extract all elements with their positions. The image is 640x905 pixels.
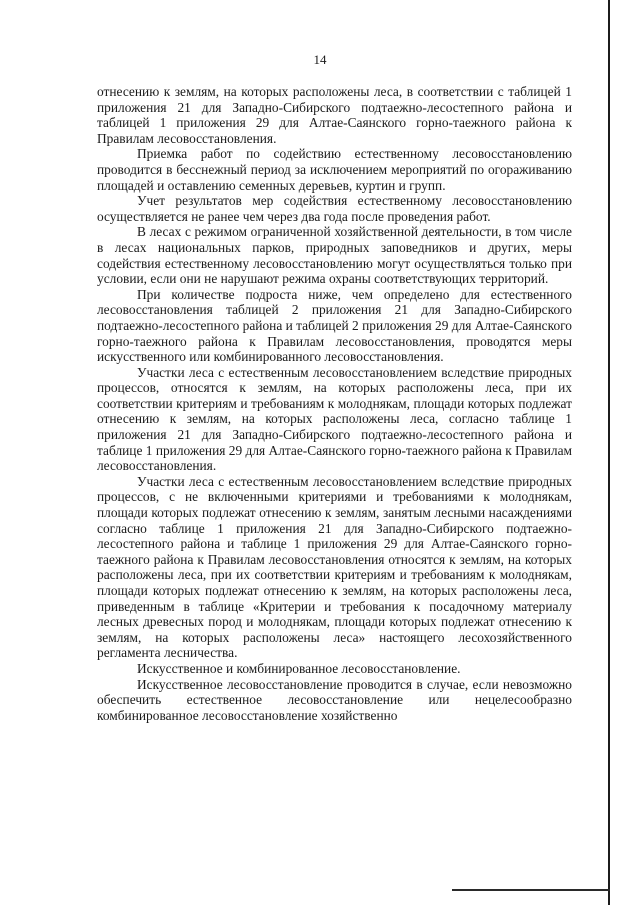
scan-edge-line bbox=[608, 0, 610, 905]
paragraph: Приемка работ по содействию естественному лесовосстановлению проводится в бесснежный период за исключением мероприятий по огораживанию площадей и оставлению семенных деревьев, куртин и групп. bbox=[97, 146, 572, 193]
paragraph: отнесению к землям, на которых расположены леса, в соответствии с таблицей 1 приложения 21 для Западно-Сибирского подтаежно-лесостепного района и таблицей 1 приложения 29 для Алтае-Саянского горно-таежного района к Правилам лесовосстановления. bbox=[97, 84, 572, 146]
paragraph: Искусственное лесовосстановление проводится в случае, если невозможно обеспечить естественное лесовосстановление или нецелесообразно комбинированное лесовосстановление хозяйственно bbox=[97, 676, 572, 723]
paragraph: Участки леса с естественным лесовосстановлением вследствие природных процессов, с не включенными критериями и требованиями к молоднякам, площади которых подлежат отнесению к землям, занятым лесными насаждениями согласно таблице 1 приложения 21 для Западно-Сибирского подтаежно-лесостепного района и таблице 1 приложения 29 для Алтае-Саянского горно-таежного района к Правилам лесовосстановления относятся к землям, на которых расположены леса, при их соответствии критериям и требованиям к молоднякам, площади которых подлежат отнесению к землям, на которых расположены леса, приведенным в таблице «Критерии и требования к посадочному материалу лесных древесных пород и молоднякам, площади которых подлежат отнесению к землям, на которых расположены леса» настоящего лесохозяйственного регламента лесничества. bbox=[97, 473, 572, 661]
paragraph: Участки леса с естественным лесовосстановлением вследствие природных процессов, относятся к землям, на которых расположены леса, при их соответствии критериям и требованиям к молоднякам, площади которых подлежат отнесению к землям, на которых расположены леса, согласно таблице 1 приложения 21 для Западно-Сибирского подтаежно-лесостепного района и таблице 1 приложения 29 для Алтае-Саянского горно-таежного района к Правилам лесовосстановления. bbox=[97, 364, 572, 474]
body-text bbox=[97, 84, 572, 723]
paragraph: Искусственное и комбинированное лесовосстановление. bbox=[137, 660, 461, 676]
paragraph: При количестве подроста ниже, чем определено для естественного лесовосстановления таблицей 2 приложения 21 для Западно-Сибирского подтаежно-лесостепного района и таблицей 2 приложения 29 для Алтае-Саянского горно-таежного района к Правилам лесовосстановления, проводятся меры искусственного или комбинированного лесовосстановления. bbox=[97, 286, 572, 365]
paragraph: В лесах с режимом ограниченной хозяйственной деятельности, в том числе в лесах национальных парков, природных заповедников и других, меры содействия естественному лесовосстановлению могут осуществляться только при условии, если они не нарушают режима охраны соответствующих территорий. bbox=[97, 224, 572, 287]
paragraph: Учет результатов мер содействия естественному лесовосстановлению осуществляется не ранее чем через два года после проведения работ. bbox=[97, 193, 572, 224]
scan-bottom-line bbox=[452, 889, 610, 891]
page-number: 14 bbox=[313, 52, 327, 67]
